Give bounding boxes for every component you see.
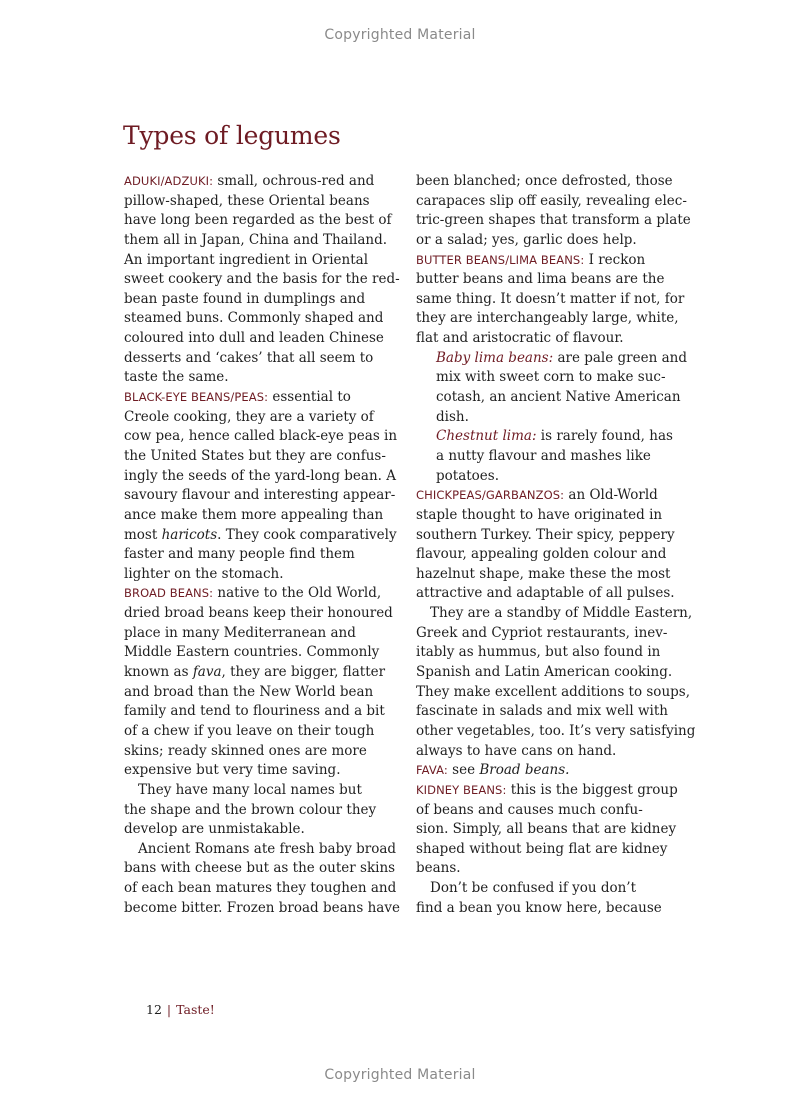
- text-segment: same thing. It doesn’t matter if not, for: [416, 290, 685, 307]
- text-line: [416, 309, 690, 329]
- text-segment: or a salad; yes, garlic does help.: [416, 231, 637, 248]
- text-line: [416, 722, 696, 742]
- text-segment: ingly the seeds of the yard-long bean. A: [124, 467, 396, 484]
- page-footer: [146, 1002, 215, 1017]
- text-segment: mix with sweet corn to make suc-: [436, 369, 666, 386]
- sub-entry-heading: Chestnut lima:: [436, 428, 537, 445]
- text-line: [124, 526, 398, 546]
- text-segment: flat and aristocratic of flavour.: [416, 330, 624, 347]
- text-line: [416, 408, 690, 428]
- text-line: [124, 859, 398, 879]
- text-segment: find a bean you know here, because: [416, 899, 662, 916]
- text-line: [416, 290, 690, 310]
- entry-heading: KIDNEY BEANS:: [416, 782, 507, 797]
- text-segment: hazelnut shape, make these the most: [416, 565, 671, 582]
- text-segment: of beans and causes much confu-: [416, 801, 643, 818]
- text-segment: itably as hummus, but also found in: [416, 644, 661, 661]
- text-segment: dish.: [436, 408, 469, 425]
- text-segment: Spanish and Latin American cooking.: [416, 664, 673, 681]
- text-segment: sion. Simply, all beans that are kidney: [416, 821, 677, 838]
- text-segment: I reckon: [584, 251, 646, 268]
- text-segment: They are a standby of Middle Eastern,: [430, 605, 693, 622]
- text-line: [124, 604, 398, 624]
- text-segment: Ancient Romans ate fresh baby broad: [138, 840, 397, 857]
- text-line: [416, 251, 690, 271]
- text-segment: cow pea, hence called black-eye peas in: [124, 428, 398, 445]
- text-line: [416, 859, 690, 879]
- entry-heading: BROAD BEANS:: [124, 586, 214, 601]
- text-line: [124, 840, 398, 860]
- text-line: [124, 408, 398, 428]
- text-line: [124, 270, 398, 290]
- text-line: [416, 506, 690, 526]
- text-segment: is rarely found, has: [536, 428, 673, 445]
- text-line: [416, 663, 690, 683]
- text-line: [416, 368, 690, 388]
- text-segment: An important ingredient in Oriental: [124, 251, 369, 268]
- text-column-left: [124, 172, 398, 918]
- text-line: [416, 584, 690, 604]
- text-segment: . They cook comparatively: [217, 526, 397, 543]
- text-line: [416, 388, 690, 408]
- text-segment: are pale green and: [553, 349, 687, 366]
- text-segment: shaped without being flat are kidney: [416, 840, 668, 857]
- text-segment: essential to: [268, 389, 351, 406]
- text-line: [124, 368, 398, 388]
- text-line: [124, 683, 398, 703]
- text-segment: other vegetables, too. It’s very satisfying: [416, 722, 696, 739]
- text-segment: faster and many people find them: [124, 546, 355, 563]
- entry-heading: BLACK-EYE BEANS/PEAS:: [124, 390, 269, 405]
- text-line: [416, 270, 690, 290]
- text-line: [124, 427, 398, 447]
- text-line: [416, 801, 690, 821]
- text-line: [416, 604, 693, 624]
- text-segment: potatoes.: [436, 467, 500, 484]
- page-number: 12: [146, 1002, 162, 1017]
- text-segment: and broad than the New World bean: [124, 683, 374, 700]
- text-segment: always to have cans on hand.: [416, 742, 617, 759]
- text-segment: ance make them more appealing than: [124, 506, 384, 523]
- text-segment: the United States but they are confus-: [124, 447, 386, 464]
- text-segment: small, ochrous-red and: [213, 173, 375, 189]
- text-segment: fascinate in salads and mix well with: [416, 703, 668, 720]
- text-line: [124, 172, 398, 192]
- text-line: [416, 840, 690, 860]
- text-line: [124, 820, 398, 840]
- text-line: [124, 879, 398, 899]
- text-line: [416, 486, 690, 506]
- text-segment: this is the biggest group: [506, 781, 678, 798]
- text-column-right: [416, 172, 696, 918]
- entry-heading: ADUKI/ADZUKI:: [124, 174, 214, 188]
- text-segment: family and tend to flouriness and a bit: [124, 703, 385, 720]
- entry-heading: BUTTER BEANS/LIMA BEANS:: [416, 252, 585, 267]
- text-segment: Greek and Cypriot restaurants, inev-: [416, 624, 668, 641]
- text-line: [416, 565, 690, 585]
- text-line: [124, 663, 398, 683]
- text-line: [124, 211, 398, 231]
- text-line: [416, 329, 690, 349]
- book-title: Taste!: [176, 1002, 215, 1017]
- text-segment: lighter on the stomach.: [124, 565, 284, 582]
- watermark-bottom: Copyrighted Material: [324, 1067, 476, 1083]
- text-segment: They have many local names but: [138, 781, 362, 798]
- text-line: [416, 211, 690, 231]
- text-line: [124, 388, 398, 408]
- text-line: [124, 467, 398, 487]
- text-line: [416, 192, 690, 212]
- text-segment: known as: [124, 664, 193, 681]
- text-segment: skins; ready skinned ones are more: [124, 742, 367, 759]
- text-line: [124, 899, 398, 919]
- entry-heading: CHICKPEAS/GARBANZOS:: [416, 488, 565, 503]
- text-segment: them all in Japan, China and Thailand.: [124, 231, 388, 248]
- text-segment: native to the Old World,: [213, 585, 382, 602]
- text-segment: the shape and the brown colour they: [124, 801, 377, 818]
- text-line: [124, 801, 398, 821]
- text-segment: of a chew if you leave on their tough: [124, 722, 375, 739]
- text-line: [124, 251, 398, 271]
- text-line: [124, 290, 398, 310]
- text-segment: attractive and adaptable of all pulses.: [416, 585, 675, 602]
- text-line: [124, 643, 398, 663]
- text-line: [124, 624, 398, 644]
- text-segment: , they are bigger, flatter: [221, 664, 386, 681]
- text-line: [416, 447, 690, 467]
- text-segment: place in many Mediterranean and: [124, 624, 356, 641]
- text-line: [124, 447, 398, 467]
- text-segment: steamed buns. Commonly shaped and: [124, 310, 384, 327]
- text-line: [124, 702, 398, 722]
- text-line: [416, 526, 690, 546]
- watermark-top: Copyrighted Material: [324, 27, 476, 43]
- text-segment: been blanched; once defrosted, those: [416, 173, 673, 189]
- text-segment: They make excellent additions to soups,: [416, 683, 690, 700]
- text-segment: butter beans and lima beans are the: [416, 271, 665, 288]
- text-line: [416, 643, 690, 663]
- text-line: [416, 231, 690, 251]
- text-segment: dried broad beans keep their honoured: [124, 605, 393, 622]
- text-segment: see: [447, 762, 480, 779]
- text-segment: taste the same.: [124, 369, 229, 386]
- text-segment: develop are unmistakable.: [124, 821, 305, 838]
- sub-entry-heading: Baby lima beans:: [436, 349, 554, 366]
- text-line: [124, 781, 398, 801]
- text-segment: carapaces slip off easily, revealing elec-: [416, 192, 687, 209]
- text-line: [416, 545, 690, 565]
- text-line: [124, 722, 398, 742]
- text-segment: sweet cookery and the basis for the red-: [124, 271, 400, 288]
- text-segment: bean paste found in dumplings and: [124, 290, 366, 307]
- text-segment: flavour, appealing golden colour and: [416, 546, 667, 563]
- text-line: [124, 329, 398, 349]
- text-segment: expensive but very time saving.: [124, 762, 341, 779]
- text-segment: coloured into dull and leaden Chinese: [124, 330, 384, 347]
- page-title: Types of legumes: [123, 121, 341, 150]
- text-segment: most: [124, 526, 162, 543]
- italic-term: haricots: [161, 526, 218, 543]
- text-segment: they are interchangeably large, white,: [416, 310, 679, 327]
- text-line: [416, 899, 690, 919]
- italic-term: fava: [192, 664, 222, 681]
- text-segment: cotash, an ancient Native American: [436, 389, 681, 406]
- entry-heading: FAVA:: [416, 763, 448, 778]
- text-line: [416, 781, 690, 801]
- text-line: [124, 742, 398, 762]
- footer-divider: |: [166, 1002, 172, 1017]
- text-segment: have long been regarded as the best of: [124, 212, 392, 229]
- text-line: [416, 624, 690, 644]
- text-line: [416, 349, 690, 369]
- text-segment: southern Turkey. Their spicy, peppery: [416, 526, 675, 543]
- text-line: [416, 172, 690, 192]
- text-line: [416, 702, 690, 722]
- text-line: [416, 427, 690, 447]
- text-line: [416, 683, 690, 703]
- text-segment: Creole cooking, they are a variety of: [124, 408, 374, 425]
- text-segment: desserts and ‘cakes’ that all seem to: [124, 349, 374, 366]
- text-line: [124, 192, 398, 212]
- text-segment: beans.: [416, 860, 461, 877]
- text-line: [416, 742, 690, 762]
- text-segment: become bitter. Frozen broad beans have: [124, 899, 400, 916]
- text-line: [124, 506, 398, 526]
- text-line: [416, 467, 690, 487]
- text-line: [124, 309, 398, 329]
- text-segment: savoury flavour and interesting appear-: [124, 487, 396, 504]
- text-segment: pillow-shaped, these Oriental beans: [124, 192, 370, 209]
- text-line: [124, 584, 398, 604]
- text-segment: Don’t be confused if you don’t: [430, 880, 637, 897]
- text-line: [416, 761, 690, 781]
- text-line: [124, 545, 398, 565]
- text-line: [124, 761, 398, 781]
- text-segment: Middle Eastern countries. Commonly: [124, 644, 380, 661]
- text-segment: a nutty flavour and mashes like: [436, 447, 651, 464]
- text-segment: staple thought to have originated in: [416, 506, 663, 523]
- text-segment: an Old-World: [564, 487, 658, 504]
- text-line: [124, 565, 398, 585]
- text-segment: bans with cheese but as the outer skins: [124, 860, 396, 877]
- text-line: [124, 486, 398, 506]
- text-line: [416, 879, 690, 899]
- italic-term: Broad beans.: [479, 762, 570, 779]
- text-segment: tric-green shapes that transform a plate: [416, 212, 691, 229]
- text-segment: of each bean matures they toughen and: [124, 880, 397, 897]
- text-line: [416, 820, 690, 840]
- text-line: [124, 349, 398, 369]
- text-line: [124, 231, 398, 251]
